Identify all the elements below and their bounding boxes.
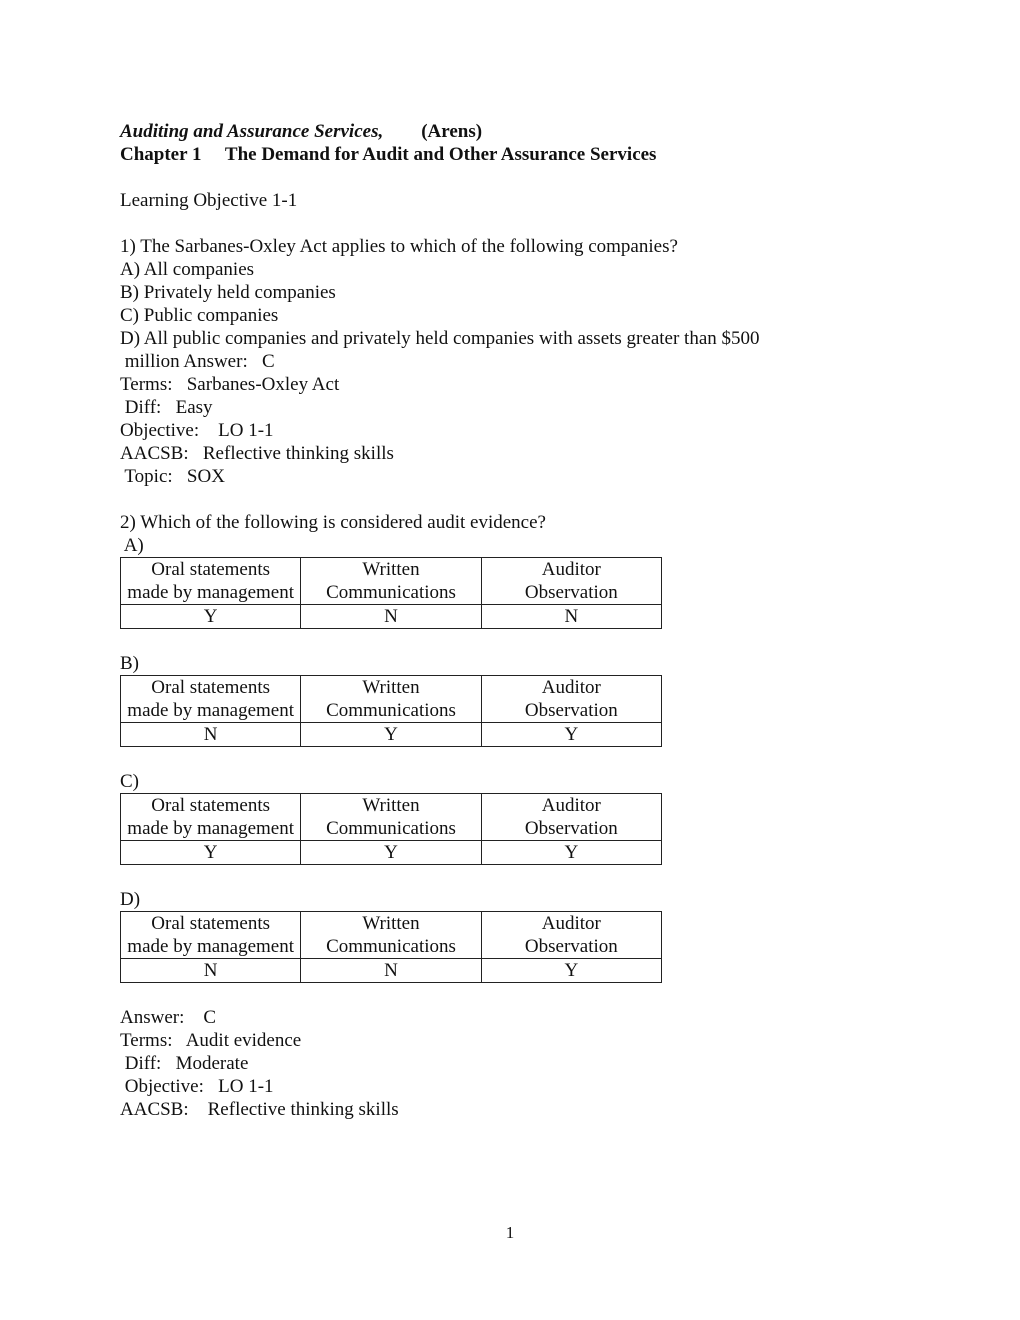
table-header-cell: Written Communications xyxy=(301,558,481,605)
question-2-aacsb: AACSB: Reflective thinking skills xyxy=(120,1099,399,1120)
question-1-option-b: B) Privately held companies xyxy=(120,282,336,303)
table-value-cell: Y xyxy=(481,841,661,865)
question-2 xyxy=(120,511,900,1121)
question-2-diff: Diff: Moderate xyxy=(120,1053,249,1074)
table-header-cell: Oral statements made by management xyxy=(121,794,301,841)
table-header-cell: Auditor Observation xyxy=(481,912,661,959)
table-header-cell: Oral statements made by management xyxy=(121,558,301,605)
question-1-option-d: D) All public companies and privately held companies with assets greater than $500 xyxy=(120,328,760,349)
header-line-1 xyxy=(120,120,900,143)
learning-objective: Learning Objective 1-1 xyxy=(120,190,298,211)
table-value-cell: Y xyxy=(301,723,481,747)
table-value-cell: N xyxy=(301,959,481,983)
question-2-objective: Objective: LO 1-1 xyxy=(120,1076,274,1097)
question-2-option-d-table xyxy=(120,911,662,983)
page-number: 1 xyxy=(505,1223,515,1242)
table-header-cell: Written Communications xyxy=(301,912,481,959)
question-1-option-c: C) Public companies xyxy=(120,305,279,326)
table-header-cell: Auditor Observation xyxy=(481,558,661,605)
table-header-cell: Oral statements made by management xyxy=(121,912,301,959)
table-header-cell: Written Communications xyxy=(301,676,481,723)
question-2-option-d-label: D) xyxy=(120,889,141,910)
chapter-number: Chapter 1 xyxy=(120,144,202,165)
question-1 xyxy=(120,235,900,488)
book-title: Auditing and Assurance Services, xyxy=(120,121,384,142)
question-1-aacsb: AACSB: Reflective thinking skills xyxy=(120,443,394,464)
question-1-text: 1) The Sarbanes-Oxley Act applies to which of the following companies? xyxy=(120,236,678,257)
question-1-topic: Topic: SOX xyxy=(120,466,225,487)
question-2-option-c-table xyxy=(120,793,662,865)
table-value-cell: Y xyxy=(121,841,301,865)
question-1-answer: million Answer: C xyxy=(120,351,275,372)
table-value-cell: Y xyxy=(121,605,301,629)
question-1-option-a: A) All companies xyxy=(120,259,255,280)
table-value-cell: N xyxy=(301,605,481,629)
question-2-option-c-label: C) xyxy=(120,771,139,792)
question-2-terms: Terms: Audit evidence xyxy=(120,1030,302,1051)
document-page xyxy=(120,120,900,1121)
question-2-option-b-table xyxy=(120,675,662,747)
table-header-cell: Auditor Observation xyxy=(481,794,661,841)
book-author: (Arens) xyxy=(421,121,483,142)
question-2-option-a-table xyxy=(120,557,662,629)
table-value-cell: Y xyxy=(301,841,481,865)
question-2-text: 2) Which of the following is considered audit evidence? xyxy=(120,512,546,533)
table-header-cell: Oral statements made by management xyxy=(121,676,301,723)
question-2-option-b-label: B) xyxy=(120,653,139,674)
question-2-answer: Answer: C xyxy=(120,1007,217,1028)
question-1-objective: Objective: LO 1-1 xyxy=(120,420,274,441)
header-line-2 xyxy=(120,143,900,166)
chapter-title: The Demand for Audit and Other Assurance Services xyxy=(224,144,657,165)
question-1-diff: Diff: Easy xyxy=(120,397,213,418)
table-header-cell: Auditor Observation xyxy=(481,676,661,723)
question-2-option-a-label: A) xyxy=(120,535,144,556)
table-value-cell: N xyxy=(481,605,661,629)
table-header-cell: Written Communications xyxy=(301,794,481,841)
table-value-cell: Y xyxy=(481,959,661,983)
question-1-terms: Terms: Sarbanes-Oxley Act xyxy=(120,374,340,395)
table-value-cell: N xyxy=(121,723,301,747)
table-value-cell: N xyxy=(121,959,301,983)
table-value-cell: Y xyxy=(481,723,661,747)
